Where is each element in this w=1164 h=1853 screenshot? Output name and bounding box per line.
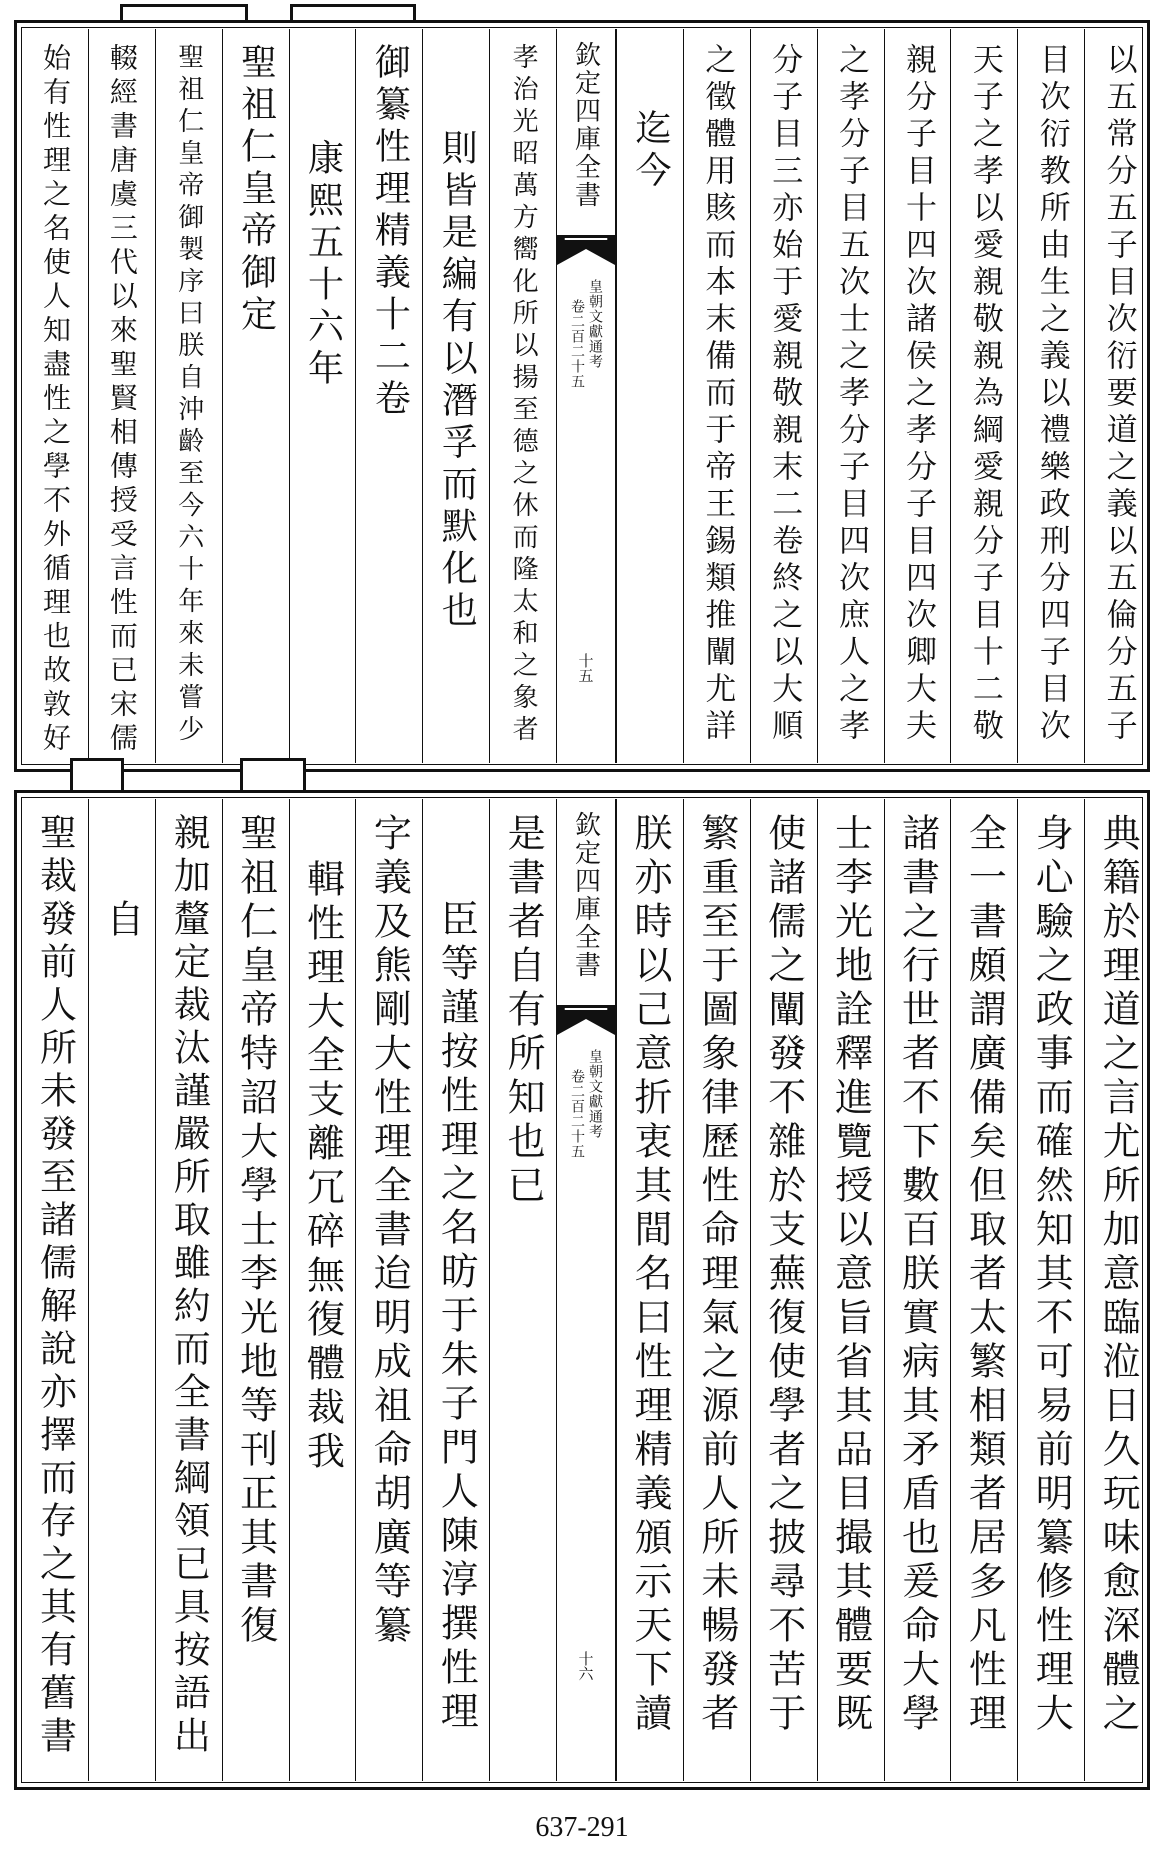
top-right-column (884, 29, 951, 763)
bottom-left-column (222, 799, 289, 1781)
top-center-banner (556, 29, 616, 763)
top-right-column (616, 29, 683, 763)
top-left-column (155, 29, 222, 763)
column-text: 諸書之行世者不下數百朕實病其矛盾也爰命大學 (895, 813, 940, 1737)
top-left-column (88, 29, 155, 763)
column-text: 親加釐定裁汰謹嚴所取雖約而全書綱領已具按語出 (167, 813, 211, 1759)
top-left-column (489, 29, 556, 763)
banner-page-number: 十六 (576, 1651, 595, 1681)
column-text: 始有性理之名使人知盡性之學不外循理也故敦好 (38, 43, 72, 757)
banner-title: 欽定四庫全書 (570, 811, 601, 979)
top-right-column (1017, 29, 1084, 763)
bottom-right-column (817, 799, 884, 1781)
bottom-left-column (489, 799, 556, 1781)
column-text: 士李光地詮釋進覽授以意旨省其品目撮其體要既 (828, 813, 873, 1737)
bottom-right-column (1017, 799, 1084, 1781)
bottom-right-column (616, 799, 683, 1781)
bottom-left-column (422, 799, 489, 1781)
column-text: 使諸儒之闡發不雜於支蕪復使學者之披尋不苦于 (761, 813, 806, 1737)
column-text: 聖裁發前人所未發至諸儒解說亦擇而存之其有舊書 (33, 813, 77, 1759)
top-left-column (355, 29, 422, 763)
column-text: 康熙五十六年 (302, 139, 344, 391)
column-text: 目次衍教所由生之義以禮樂政刑分四子目次 (1033, 43, 1070, 746)
footer-page-number: 637-291 (535, 1812, 629, 1843)
column-text: 朕亦時以己意折衷其間名曰性理精義頒示天下讀 (627, 813, 672, 1737)
bottom-center-banner (556, 799, 616, 1781)
bottom-right-column (683, 799, 750, 1781)
top-left-column (21, 29, 88, 763)
bottom-left-column (88, 799, 155, 1781)
top-left-column (222, 29, 289, 763)
column-text: 聖祖仁皇帝特詔大學士李光地等刊正其書復 (233, 813, 278, 1649)
banner-volume: 卷二百二十五 (569, 299, 585, 389)
bottom-left-column (155, 799, 222, 1781)
bottom-left-column (21, 799, 88, 1781)
fish-tail-ornament (557, 235, 615, 265)
column-text: 迄今 (629, 109, 671, 193)
column-text: 以五常分五子目次衍要道之義以五倫分五子 (1100, 43, 1137, 746)
column-text: 全一書頗謂廣備矣但取者太繁相類者居多凡性理 (962, 813, 1007, 1737)
bottom-right-column (950, 799, 1017, 1781)
column-text: 之孝分子目五次士之孝分子目四次庶人之孝 (833, 43, 870, 746)
top-left-column (422, 29, 489, 763)
top-right-column (817, 29, 884, 763)
top-right-column (750, 29, 817, 763)
bottom-page (14, 790, 1150, 1790)
bottom-left-column (289, 799, 356, 1781)
column-text: 親分子目十四次諸侯之孝分子目四次卿大夫 (899, 43, 936, 746)
column-text: 聖祖仁皇帝御製序曰朕自沖齡至今六十年來未嘗少 (173, 43, 204, 747)
fish-tail-ornament (557, 1005, 615, 1035)
column-text: 輯性理大全支離冗碎無復體裁我 (300, 859, 345, 1475)
banner-title: 欽定四庫全書 (570, 41, 601, 209)
bottom-right-column (884, 799, 951, 1781)
column-text: 典籍於理道之言尤所加意臨涖日久玩味愈深體之 (1096, 813, 1141, 1737)
column-text: 身心驗之政事而確然知其不可易前明纂修性理大 (1029, 813, 1074, 1737)
bottom-right-column (1084, 799, 1151, 1781)
banner-volume: 卷二百二十五 (569, 1069, 585, 1159)
top-page (14, 20, 1150, 772)
column-text: 字義及熊剛大性理全書迨明成祖命胡廣等纂 (367, 813, 412, 1649)
column-text: 是書者自有所知也已 (501, 813, 546, 1209)
bottom-left-column (355, 799, 422, 1781)
top-right-column (683, 29, 750, 763)
column-text: 輟經書唐虞三代以來聖賢相傳授受言性而已宋儒 (105, 43, 139, 757)
column-text: 天子之孝以愛親敬親為綱愛親分子目十二敬 (966, 43, 1003, 746)
column-text: 繁重至于圖象律歷性命理氣之源前人所未暢發者 (694, 813, 739, 1737)
top-right-column (950, 29, 1017, 763)
column-text: 御纂性理精義十二卷 (369, 43, 411, 421)
column-text: 孝治光昭萬方嚮化所以揚至德之休而隆太和之象者 (508, 43, 539, 747)
column-text: 則皆是編有以潛孚而默化也 (436, 129, 478, 633)
column-text: 分子目三亦始于愛親敬親末二卷終之以大順 (766, 43, 803, 746)
banner-source: 皇朝文獻通考 (587, 279, 603, 369)
column-text: 臣等謹按性理之名昉于朱子門人陳淳撰性理 (434, 899, 479, 1735)
bottom-right-column (750, 799, 817, 1781)
column-text: 之徵體用賅而本末備而于帝王錫類推闡尤詳 (699, 43, 736, 746)
column-text: 自 (99, 899, 144, 943)
top-left-column (289, 29, 356, 763)
top-right-column (1084, 29, 1151, 763)
column-text: 聖祖仁皇帝御定 (235, 43, 277, 337)
banner-page-number: 十五 (576, 653, 595, 683)
banner-source: 皇朝文獻通考 (587, 1049, 603, 1139)
